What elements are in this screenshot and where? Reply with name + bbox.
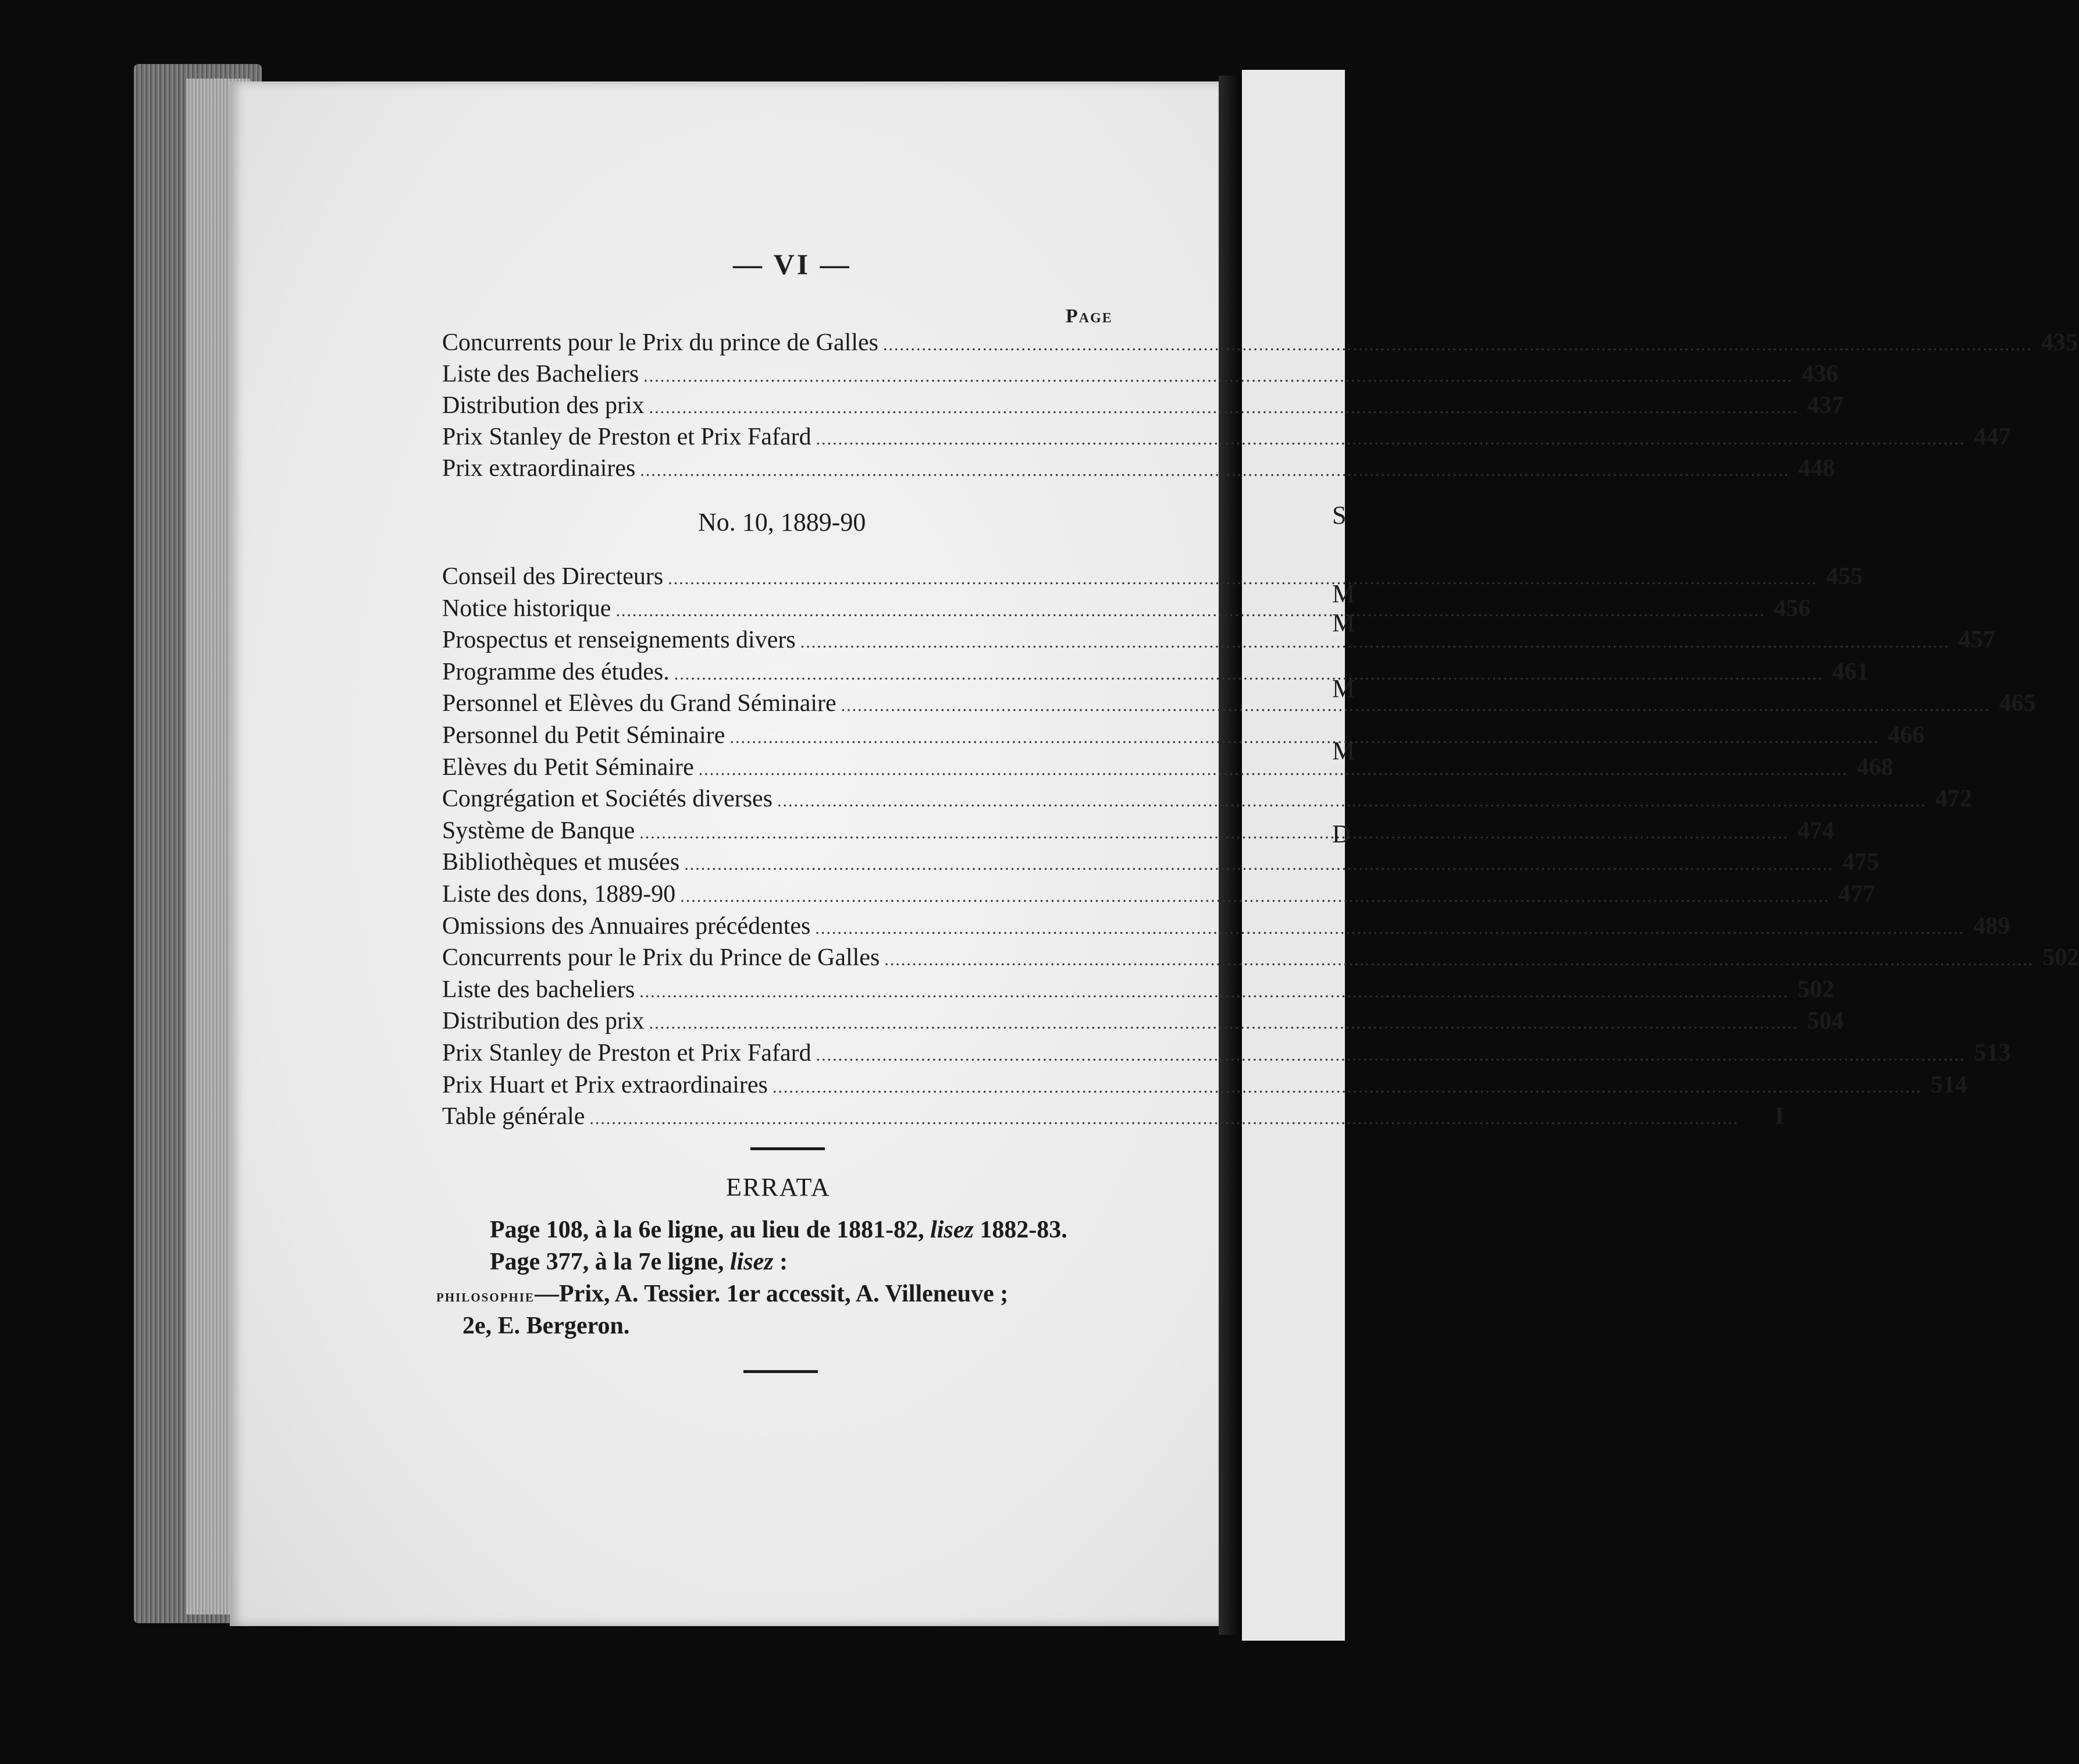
toc-leader-dots	[639, 977, 1789, 1007]
toc-leader-dots	[643, 361, 1793, 392]
toc-entry	[442, 328, 2078, 358]
toc-leader-dots	[649, 1008, 1799, 1039]
toc-entry	[442, 720, 1925, 751]
toc-entry-page: 474	[1797, 817, 1835, 844]
toc-entry-title: Programme des études.	[442, 659, 670, 685]
toc-entry-title: Personnel et Elèves du Grand Séminaire	[442, 690, 836, 717]
toc-entry-page: 461	[1832, 659, 1869, 685]
toc-entry-page: 502	[1797, 976, 1835, 1003]
toc-entry-page: 448	[1798, 455, 1835, 482]
toc-entry-page: 468	[1856, 754, 1893, 781]
facing-page-letter: M	[1332, 609, 1355, 637]
toc-entry	[442, 688, 2036, 719]
toc-entry-title: Prospectus et renseignements divers	[442, 627, 796, 653]
toc-entry-title: Concurrents pour le Prix du Prince de Galles	[442, 944, 880, 971]
toc-entry	[442, 593, 1811, 624]
toc-leader-dots	[684, 849, 1834, 880]
toc-leader-dots	[777, 786, 1927, 816]
toc-entry	[442, 1101, 1785, 1132]
toc-leader-dots	[772, 1072, 1922, 1102]
section-heading: No. 10, 1889-90	[698, 508, 866, 536]
toc-leader-dots	[815, 913, 1964, 944]
errata-heading: ERRATA	[726, 1173, 831, 1201]
facing-page-letter: M	[1332, 737, 1355, 765]
toc-entry-page: 514	[1930, 1072, 1967, 1098]
toc-leader-dots	[640, 456, 1789, 486]
facing-page-letter: S	[1332, 501, 1347, 529]
toc-entry-page: 457	[1958, 627, 1995, 653]
errata-line	[490, 1216, 1067, 1244]
toc-entry-title: Liste des bacheliers	[442, 976, 635, 1003]
toc-leader-dots	[668, 564, 1817, 594]
facing-page-letter: D	[1332, 820, 1351, 848]
toc-entry-page: 435	[2041, 329, 2078, 356]
toc-entry-page: 513	[1974, 1040, 2011, 1066]
toc-entry-title: Congrégation et Sociétés diverses	[442, 785, 773, 812]
toc-entry	[442, 453, 1835, 483]
toc-entry-page: 489	[1973, 913, 2010, 940]
errata-text: :	[773, 1249, 788, 1275]
toc-entry-title: Prix Huart et Prix extraordinaires	[442, 1072, 768, 1098]
toc-entry-title: Omissions des Annuaires précédentes	[442, 913, 811, 940]
errata-text: Page 108, à la 6e ligne, au lieu de 1881-82,	[490, 1217, 931, 1243]
errata-text: —Prix, A. Tessier. 1er accessit, A. Villeneuve ;	[535, 1281, 1009, 1307]
toc-entry-title: Prix Stanley de Preston et Prix Fafard	[442, 424, 811, 450]
toc-leader-dots	[816, 1040, 1966, 1071]
toc-entry	[442, 816, 1835, 846]
toc-entry-title: Elèves du Petit Séminaire	[442, 754, 694, 781]
divider-rule	[750, 1147, 825, 1150]
toc-entry	[442, 561, 1863, 592]
toc-entry-title: Notice historique	[442, 595, 611, 622]
toc-leader-dots	[674, 659, 1824, 689]
toc-entry-title: Concurrents pour le Prix du prince de Galles	[442, 329, 878, 356]
toc-leader-dots	[649, 393, 1799, 423]
toc-entry	[442, 847, 1879, 877]
toc-entry-page: 466	[1888, 722, 1925, 749]
toc-leader-dots	[816, 424, 1966, 454]
errata-text: Page 377, à la 7e ligne,	[490, 1249, 730, 1275]
toc-entry-title: Personnel du Petit Séminaire	[442, 722, 725, 749]
toc-entry	[442, 390, 1844, 421]
toc-entry-page: I	[1775, 1103, 1785, 1130]
toc-leader-dots	[680, 881, 1829, 912]
toc-entry-page: 447	[1974, 424, 2011, 450]
toc-entry-title: Liste des dons, 1889-90	[442, 881, 676, 908]
toc-entry	[442, 422, 2011, 452]
toc-entry-title: Liste des Bacheliers	[442, 361, 639, 387]
errata-line	[462, 1312, 629, 1340]
errata-text: 1882-83.	[973, 1217, 1067, 1243]
facing-page-letter: M	[1332, 579, 1355, 608]
toc-entry	[442, 879, 1875, 909]
toc-leader-dots	[800, 627, 1950, 657]
toc-entry	[442, 943, 2079, 973]
toc-entry-title: Distribution des prix	[442, 392, 645, 419]
toc-leader-dots	[841, 691, 1991, 721]
toc-entry-page: 472	[1935, 785, 1973, 812]
toc-entry	[442, 625, 1995, 655]
errata-italic: lisez	[729, 1249, 774, 1275]
toc-entry-page: 477	[1838, 881, 1875, 908]
toc-entry-title: Bibliothèques et musées	[442, 849, 680, 876]
toc-entry-page: 436	[1802, 361, 1839, 387]
errata-text: 2e, E. Bergeron.	[462, 1313, 630, 1339]
toc-entry-title: Distribution des prix	[442, 1008, 645, 1034]
toc-leader-dots	[589, 1104, 1739, 1134]
divider-rule	[743, 1370, 818, 1373]
toc-entry-title: Conseil des Directeurs	[442, 563, 664, 590]
toc-entry-title: Système de Banque	[442, 817, 635, 844]
toc-entry	[442, 911, 2010, 941]
toc-entry	[442, 784, 1973, 814]
toc-entry	[442, 1038, 2011, 1068]
toc-leader-dots	[639, 818, 1789, 848]
facing-page-letter: M	[1332, 674, 1355, 703]
page-column-header: Page	[1066, 305, 1113, 327]
toc-leader-dots	[615, 596, 1765, 626]
errata-line	[490, 1248, 788, 1276]
toc-entry-page: 502	[2042, 944, 2079, 971]
toc-entry-page: 504	[1807, 1008, 1844, 1034]
errata-italic: lisez	[930, 1217, 974, 1243]
toc-entry-page: 455	[1826, 563, 1863, 590]
toc-entry	[442, 752, 1893, 783]
errata-label: philosophie	[436, 1286, 535, 1306]
toc-leader-dots	[884, 945, 2034, 975]
toc-entry	[442, 657, 1869, 687]
toc-entry	[442, 975, 1835, 1005]
toc-entry-page: 456	[1774, 595, 1811, 622]
toc-entry-title: Prix extraordinaires	[442, 455, 636, 482]
page-number: — VI —	[733, 248, 852, 280]
toc-leader-dots	[883, 330, 2032, 360]
toc-entry-page: 437	[1807, 392, 1844, 419]
errata-line	[436, 1280, 1008, 1308]
toc-entry-title: Table générale	[442, 1103, 585, 1130]
toc-entry-title: Prix Stanley de Preston et Prix Fafard	[442, 1040, 811, 1066]
toc-entry	[442, 1006, 1844, 1036]
toc-leader-dots	[729, 723, 1879, 753]
toc-entry	[442, 1070, 1967, 1100]
toc-leader-dots	[699, 755, 1848, 785]
toc-entry-page: 465	[1999, 690, 2036, 717]
toc-entry-page: 475	[1842, 849, 1879, 876]
toc-entry	[442, 359, 1839, 389]
